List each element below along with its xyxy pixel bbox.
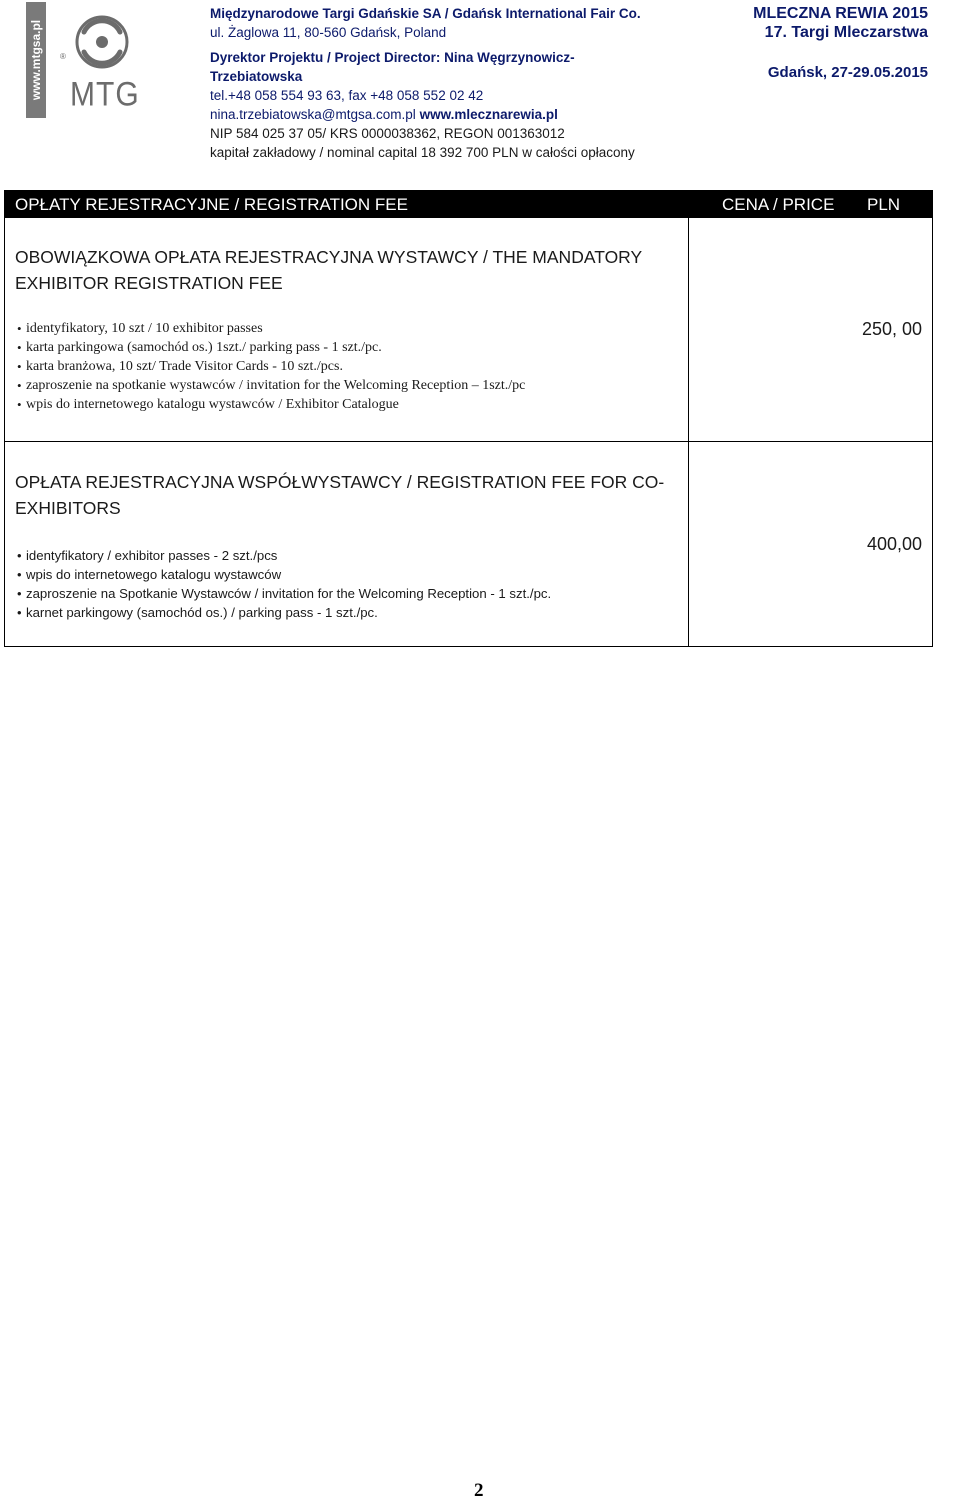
co-exhibitor-items-list bbox=[17, 546, 551, 622]
row-title-line: EXHIBITORS bbox=[15, 498, 121, 518]
event-name: MLECZNA REWIA 2015 bbox=[753, 5, 928, 22]
list-item: • karta parkingowa (samochód os.) 1szt./ parking pass - 1 szt./pc. bbox=[17, 338, 525, 357]
event-info bbox=[753, 4, 928, 81]
event-subtitle: 17. Targi Mleczarstwa bbox=[764, 24, 928, 41]
exhibitor-price: 250, 00 bbox=[861, 319, 922, 339]
list-item: • identyfikatory, 10 szt / 10 exhibitor passes bbox=[17, 319, 525, 338]
contact-line bbox=[210, 105, 690, 124]
list-item: • wpis do internetowego katalogu wystawców / Exhibitor Catalogue bbox=[17, 395, 525, 414]
exhibitor-items-list bbox=[17, 319, 525, 414]
logo-text: MTG bbox=[70, 75, 140, 114]
fee-table bbox=[4, 190, 933, 647]
table-header-title: OPŁATY REJESTRACYJNE / REGISTRATION FEE bbox=[15, 195, 408, 214]
email-link[interactable]: nina.trzebiatowska@mtgsa.com.pl bbox=[210, 107, 416, 122]
page-number: 2 bbox=[474, 1480, 484, 1501]
website-link[interactable]: www.mlecznarewia.pl bbox=[419, 107, 558, 122]
list-item: • zaproszenie na spotkanie wystawców / invitation for the Welcoming Reception – 1szt./pc bbox=[17, 376, 525, 395]
list-item: • zaproszenie na Spotkanie Wystawców / invitation for the Welcoming Reception - 1 szt./pc. bbox=[17, 584, 551, 603]
list-item: • identyfikatory / exhibitor passes - 2 szt./pcs bbox=[17, 546, 551, 565]
list-item: • karnet parkingowy (samochód os.) / parking pass - 1 szt./pc. bbox=[17, 603, 551, 622]
director-line-2: Trzebiatowska bbox=[210, 69, 303, 84]
table-header bbox=[5, 191, 932, 218]
logo-url-text: www.mtgsa.pl bbox=[29, 19, 43, 101]
registered-mark: ® bbox=[60, 52, 66, 61]
row-divider bbox=[5, 441, 932, 442]
row-title-co-exhibitor bbox=[15, 469, 675, 521]
co-exhibitor-price: 400,00 bbox=[866, 534, 922, 554]
mtg-logo-icon bbox=[70, 10, 134, 74]
column-divider bbox=[688, 218, 689, 646]
company-address: ul. Żaglowa 11, 80-560 Gdańsk, Poland bbox=[210, 25, 447, 40]
director-line-1: Dyrektor Projektu / Project Director: Nina Węgrzynowicz- bbox=[210, 50, 575, 65]
list-item: • karta branżowa, 10 szt/ Trade Visitor Cards - 10 szt./pcs. bbox=[17, 357, 525, 376]
company-info bbox=[210, 4, 690, 162]
row-title-line: OPŁATA REJESTRACYJNA WSPÓŁWYSTAWCY / REGISTRATION FEE FOR CO- bbox=[15, 472, 665, 492]
row-title-line: OBOWIĄZKOWA OPŁATA REJESTRACYJNA WYSTAWCY / THE MANDATORY bbox=[15, 247, 643, 267]
table-header-price: CENA / PRICE bbox=[722, 195, 835, 214]
company-name: Międzynarodowe Targi Gdańskie SA / Gdańsk International Fair Co. bbox=[210, 6, 641, 21]
registry-numbers: NIP 584 025 37 05/ KRS 0000038362, REGON 001363012 bbox=[210, 126, 565, 141]
list-item: • wpis do internetowego katalogu wystawców bbox=[17, 565, 551, 584]
logo-url-strip bbox=[26, 2, 46, 118]
row-title-exhibitor bbox=[15, 244, 675, 296]
table-header-currency: PLN bbox=[867, 195, 901, 214]
share-capital: kapitał zakładowy / nominal capital 18 392 700 PLN w całości opłacony bbox=[210, 145, 635, 160]
event-dates: Gdańsk, 27-29.05.2015 bbox=[767, 64, 928, 81]
row-title-line: EXHIBITOR REGISTRATION FEE bbox=[15, 273, 283, 293]
phone-fax: tel.+48 058 554 93 63, fax +48 058 552 02 42 bbox=[210, 88, 484, 103]
